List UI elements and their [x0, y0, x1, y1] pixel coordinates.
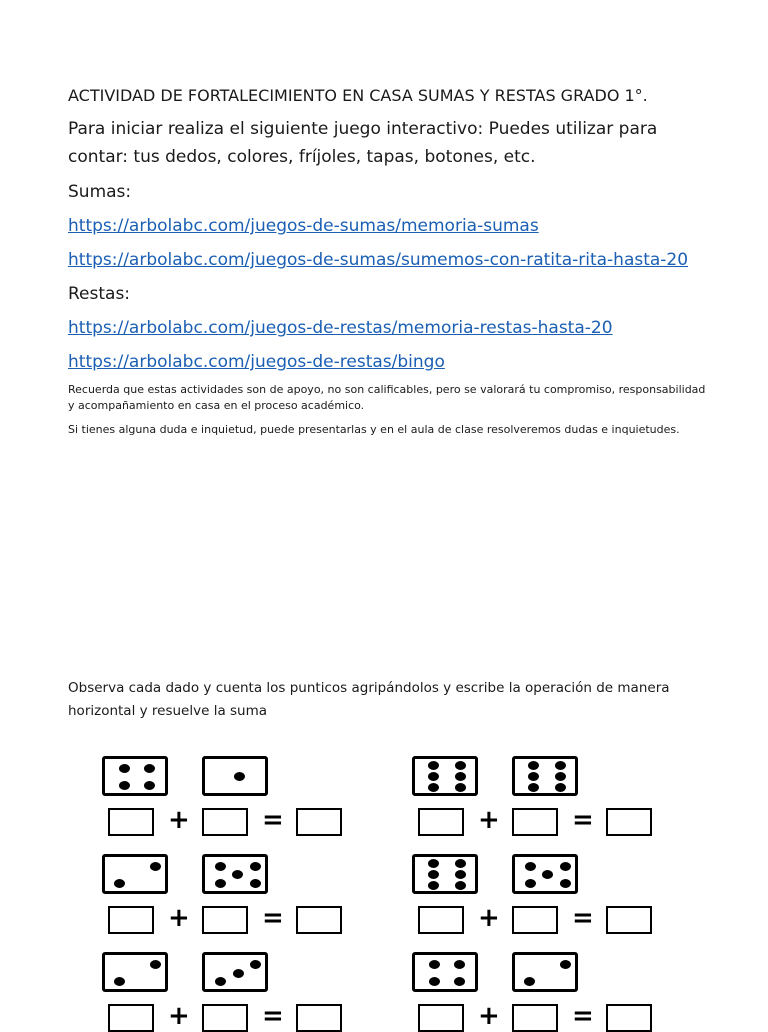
die-pip [215, 879, 226, 888]
addend-box-1[interactable] [418, 906, 464, 934]
die-pip [524, 977, 535, 986]
die-pip [560, 960, 571, 969]
doubts-paragraph: Si tienes alguna duda e inquietud, puede presentarlas y en el aula de clase resolveremos dudas e inquietudes. [68, 423, 680, 436]
plus-sign: + [478, 903, 500, 933]
plus-sign: + [478, 1001, 500, 1031]
die-pip [525, 862, 536, 871]
die-pip [150, 960, 161, 969]
die-right [202, 756, 268, 796]
exercise-instruction: Observa cada dado y cuenta los punticos agripándolos y escribe la operación de manera horizontal y resuelve la suma [68, 680, 670, 719]
die-pip [215, 862, 226, 871]
die-pip [542, 870, 553, 879]
die-pip [428, 859, 439, 868]
intro-paragraph: Para iniciar realiza el siguiente juego interactivo: Puedes utilizar para contar: tus dedos, colores, fríjoles, tapas, botones, etc. [68, 119, 658, 167]
die-pip [455, 870, 466, 879]
die-pip [144, 781, 155, 790]
die-pip [144, 764, 155, 773]
restas-link-bingo[interactable]: https://arbolabc.com/juegos-de-restas/bingo [68, 352, 445, 372]
die-pip [119, 781, 130, 790]
die-pip [428, 870, 439, 879]
die-left [102, 756, 168, 796]
addend-box-2[interactable] [202, 1004, 248, 1032]
die-pip [528, 783, 539, 792]
die-pip [428, 761, 439, 770]
die-right [512, 854, 578, 894]
die-pip [428, 783, 439, 792]
die-pip [455, 859, 466, 868]
plus-sign: + [168, 805, 190, 835]
die-pip [560, 879, 571, 888]
die-pip [455, 881, 466, 890]
die-pip [428, 881, 439, 890]
addend-box-1[interactable] [108, 808, 154, 836]
die-pip [525, 879, 536, 888]
die-left [412, 756, 478, 796]
document-body [68, 84, 708, 446]
addend-box-1[interactable] [108, 1004, 154, 1032]
result-box[interactable] [296, 906, 342, 934]
die-pip [234, 772, 245, 781]
equals-sign: = [262, 903, 284, 933]
equals-sign: = [572, 903, 594, 933]
restas-link-memoria[interactable]: https://arbolabc.com/juegos-de-restas/memoria-restas-hasta-20 [68, 318, 613, 338]
die-pip [455, 783, 466, 792]
die-pip [429, 960, 440, 969]
die-pip [428, 772, 439, 781]
die-pip [454, 960, 465, 969]
die-pip [555, 772, 566, 781]
die-pip [560, 862, 571, 871]
die-left [102, 952, 168, 992]
plus-sign: + [478, 805, 500, 835]
die-left [412, 952, 478, 992]
addend-box-2[interactable] [512, 906, 558, 934]
die-left [412, 854, 478, 894]
result-box[interactable] [606, 906, 652, 934]
addend-box-2[interactable] [202, 906, 248, 934]
die-pip [528, 761, 539, 770]
die-pip [150, 862, 161, 871]
die-pip [250, 862, 261, 871]
die-pip [250, 879, 261, 888]
document-title: ACTIVIDAD DE FORTALECIMIENTO EN CASA SUMAS Y RESTAS GRADO 1°. [68, 86, 648, 105]
die-right [512, 756, 578, 796]
die-right [202, 854, 268, 894]
addend-box-1[interactable] [108, 906, 154, 934]
addend-box-1[interactable] [418, 1004, 464, 1032]
equals-sign: = [572, 805, 594, 835]
die-pip [119, 764, 130, 773]
plus-sign: + [168, 903, 190, 933]
equals-sign: = [572, 1001, 594, 1031]
die-right [202, 952, 268, 992]
equals-sign: = [262, 1001, 284, 1031]
sumas-link-memoria[interactable]: https://arbolabc.com/juegos-de-sumas/memoria-sumas [68, 216, 539, 236]
die-pip [215, 977, 226, 986]
result-box[interactable] [296, 1004, 342, 1032]
sumas-link-ratita[interactable]: https://arbolabc.com/juegos-de-sumas/sumemos-con-ratita-rita-hasta-20 [68, 250, 689, 270]
dice-exercise-grid [0, 748, 768, 1031]
die-pip [528, 772, 539, 781]
die-left [102, 854, 168, 894]
die-pip [233, 969, 244, 978]
restas-heading: Restas: [68, 284, 131, 304]
die-pip [250, 960, 261, 969]
equals-sign: = [262, 805, 284, 835]
addend-box-2[interactable] [512, 1004, 558, 1032]
die-pip [429, 977, 440, 986]
addend-box-2[interactable] [512, 808, 558, 836]
plus-sign: + [168, 1001, 190, 1031]
die-right [512, 952, 578, 992]
die-pip [455, 772, 466, 781]
sumas-heading: Sumas: [68, 182, 132, 202]
die-pip [455, 761, 466, 770]
die-pip [232, 870, 243, 879]
result-box[interactable] [296, 808, 342, 836]
addend-box-2[interactable] [202, 808, 248, 836]
result-box[interactable] [606, 1004, 652, 1032]
die-pip [555, 783, 566, 792]
addend-box-1[interactable] [418, 808, 464, 836]
die-pip [454, 977, 465, 986]
result-box[interactable] [606, 808, 652, 836]
die-pip [114, 977, 125, 986]
die-pip [555, 761, 566, 770]
die-pip [114, 879, 125, 888]
note-paragraph: Recuerda que estas actividades son de apoyo, no son calificables, pero se valorará tu compromiso, responsabilidad y acompañamiento en casa en el proceso académico. [68, 383, 706, 412]
